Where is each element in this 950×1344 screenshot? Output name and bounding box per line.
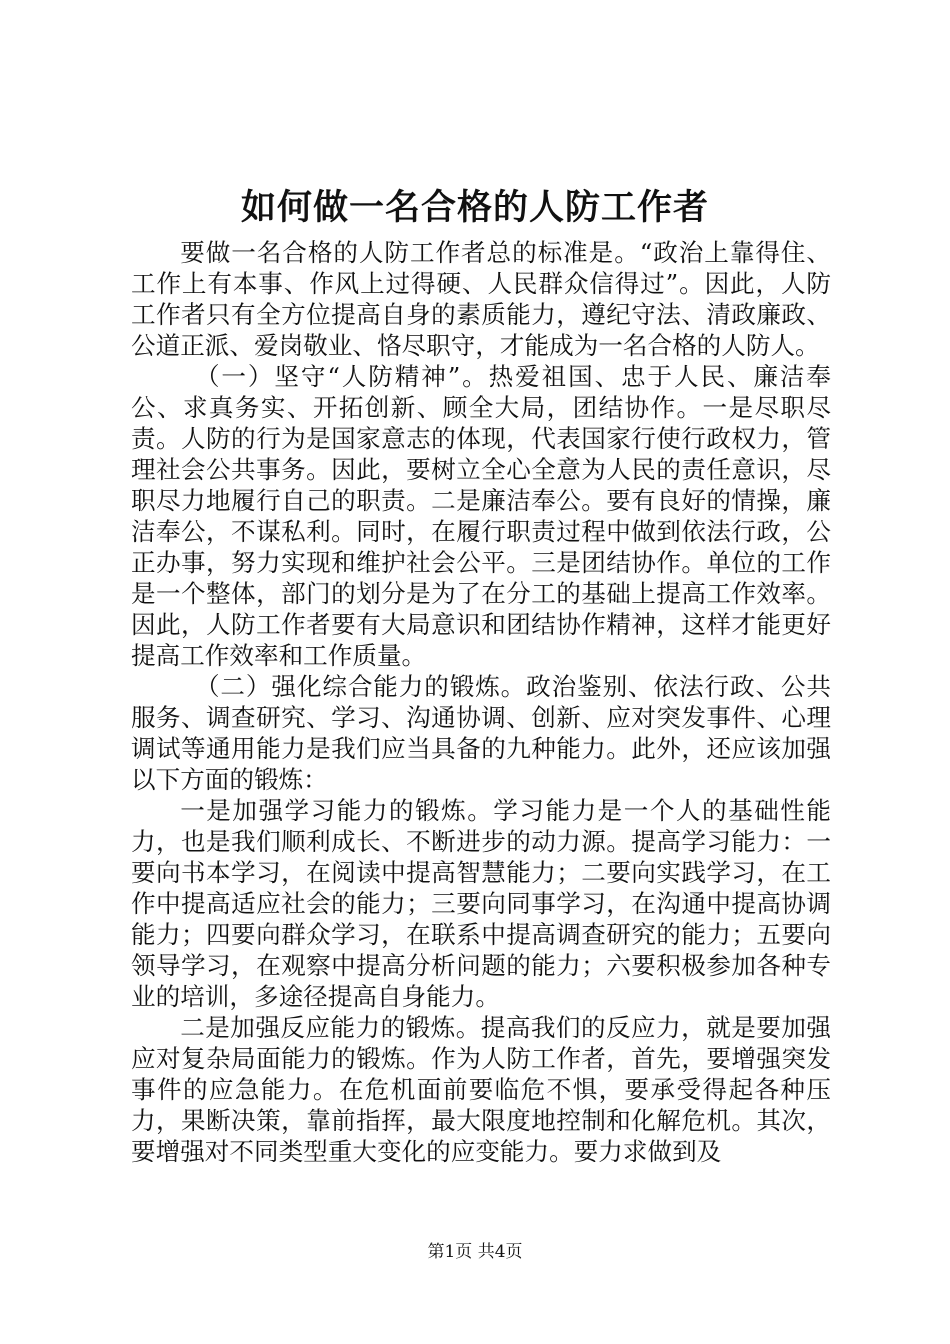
document-title: 如何做一名合格的人防工作者 — [240, 187, 709, 228]
paragraph-learning-ability: 一是加强学习能力的锻炼。学习能力是一个人的基础性能力，也是我们顺利成长、不断进步的动力源。提高学习能力：一要向书本学习，在阅读中提高智慧能力；二要向实践学习，在工作中提高适应社会的能力；三要向同事学习，在沟通中提高协调能力；四要向群众学习，在联系中提高调查研究的能力；五要向领导学习，在观察中提高分析问题的能力；六要积极参加各种专业的培训，多途径提高自身能力。 — [131, 796, 831, 1011]
paragraph-intro: 要做一名合格的人防工作者总的标准是。“政治上靠得住、工作上有本事、作风上过得硬、人民群众信得过”。因此，人防工作者只有全方位提高自身的素质能力，遵纪守法、清政廉政、公道正派、爱岗敬业、恪尽职守，才能成为一名合格的人防人。 — [131, 238, 831, 360]
paragraph-section-2: （二）强化综合能力的锻炼。政治鉴别、依法行政、公共服务、调查研究、学习、沟通协调、创新、应对突发事件、心理调试等通用能力是我们应当具备的九种能力。此外，还应该加强以下方面的锻炼： — [131, 672, 831, 794]
paragraph-reaction-ability: 二是加强反应能力的锻炼。提高我们的反应力，就是要加强应对复杂局面能力的锻炼。作为人防工作者，首先，要增强突发事件的应急能力。在危机面前要临危不惧，要承受得起各种压力，果断决策，靠前指挥，最大限度地控制和化解危机。其次，要增强对不同类型重大变化的应变能力。要力求做到及 — [131, 1013, 831, 1166]
paragraph-section-1: （一）坚守“人防精神”。热爱祖国、忠于人民、廉洁奉公、求真务实、开拓创新、顾全大局，团结协作。一是尽职尽责。人防的行为是国家意志的体现，代表国家行使行政权力，管理社会公共事务。因此，要树立全心全意为人民的责任意识，尽职尽力地履行自己的职责。二是廉洁奉公。要有良好的情操，廉洁奉公，不谋私利。同时，在履行职责过程中做到依法行政，公正办事，努力实现和维护社会公平。三是团结协作。单位的工作是一个整体，部门的划分是为了在分工的基础上提高工作效率。因此，人防工作者要有大局意识和团结协作精神，这样才能更好提高工作效率和工作质量。 — [131, 362, 831, 670]
page-number-footer: 第1页 共4页 — [427, 1242, 523, 1262]
document-body — [131, 237, 831, 1167]
